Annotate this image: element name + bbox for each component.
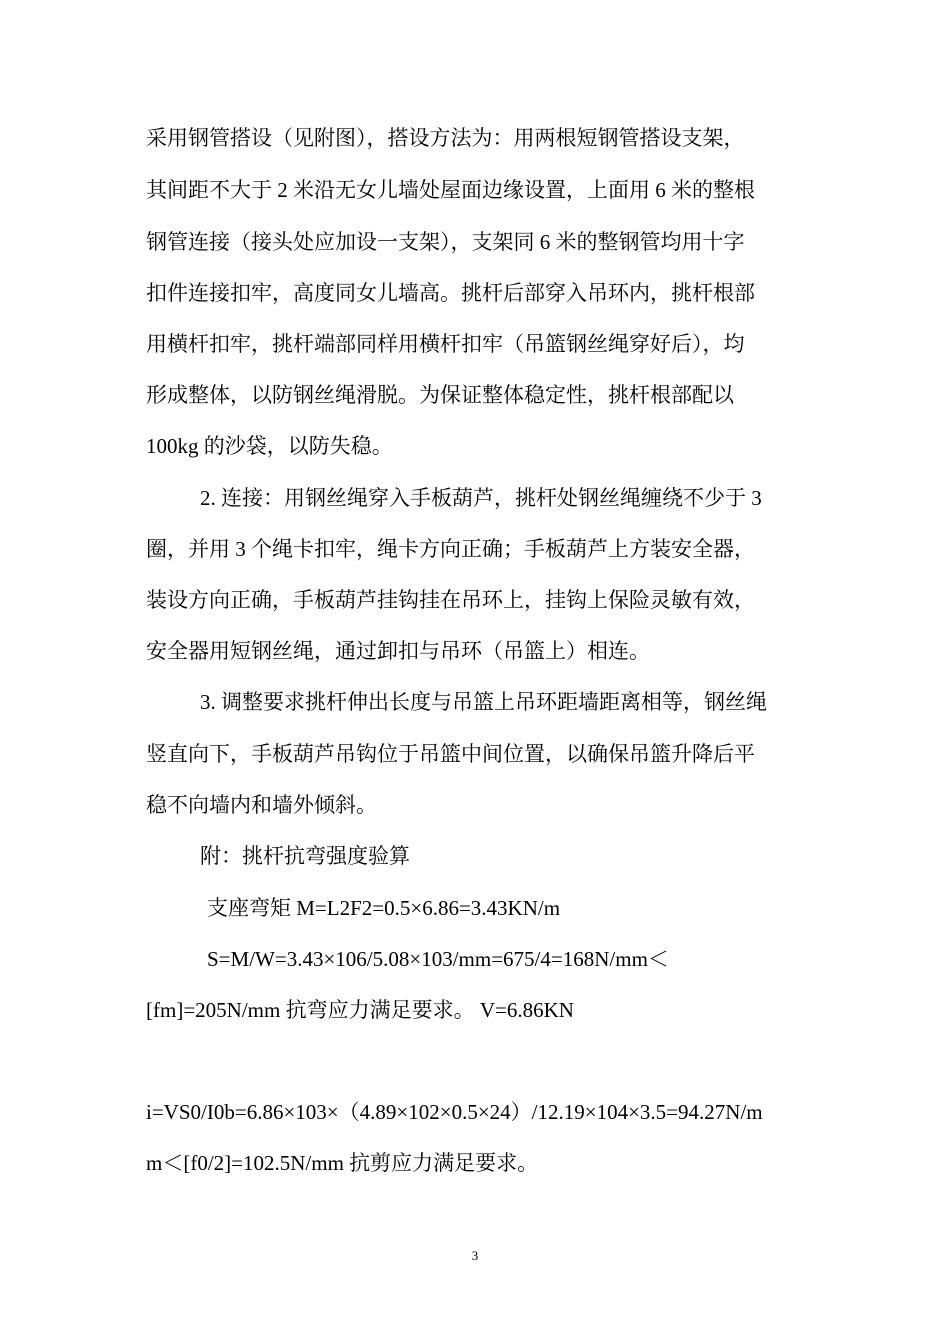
formula-line: m＜[f0/2]=102.5N/mm 抗剪应力满足要求。 xyxy=(146,1151,539,1175)
page-number: 3 xyxy=(471,1248,479,1263)
paragraph-line: 装设方向正确，手板葫芦挂钩挂在吊环上，挂钩上保险灵敏有效， xyxy=(146,588,755,612)
formula-line: i=VS0/I0b=6.86×103×（4.89×102×0.5×24）/12.19×104×3.5=94.27N/m xyxy=(146,1100,763,1124)
paragraph-line: 稳不向墙内和墙外倾斜。 xyxy=(146,793,377,817)
paragraph-line: 采用钢管搭设（见附图），搭设方法为：用两根短钢管搭设支架， xyxy=(146,126,745,150)
formula-line: S=M/W=3.43×106/5.08×103/mm=675/4=168N/mm＜ xyxy=(207,947,669,971)
formula-line: [fm]=205N/mm 抗弯应力满足要求。 V=6.86KN xyxy=(146,998,574,1022)
paragraph-line: 安全器用短钢丝绳，通过卸扣与吊环（吊篮上）相连。 xyxy=(146,639,650,663)
appendix-heading: 附：挑杆抗弯强度验算 xyxy=(200,844,410,868)
paragraph-line: 其间距不大于 2 米沿无女儿墙处屋面边缘设置，上面用 6 米的整根 xyxy=(146,178,755,202)
paragraph-line: 用横杆扣牢，挑杆端部同样用横杆扣牢（吊篮钢丝绳穿好后），均 xyxy=(146,332,745,356)
paragraph-line: 圈，并用 3 个绳卡扣牢，绳卡方向正确；手板葫芦上方装安全器， xyxy=(146,537,755,561)
paragraph-line: 2. 连接：用钢丝绳穿入手板葫芦，挑杆处钢丝绳缠绕不少于 3 xyxy=(200,486,762,510)
paragraph-line: 形成整体，以防钢丝绳滑脱。为保证整体稳定性，挑杆根部配以 xyxy=(146,383,734,407)
formula-line: 支座弯矩 M=L2F2=0.5×6.86=3.43KN/m xyxy=(207,896,561,920)
paragraph-line: 100kg 的沙袋，以防失稳。 xyxy=(146,434,393,458)
paragraph-line: 3. 调整要求挑杆伸出长度与吊篮上吊环距墙距离相等，钢丝绳 xyxy=(200,690,767,714)
paragraph-line: 钢管连接（接头处应加设一支架），支架同 6 米的整钢管均用十字 xyxy=(146,230,745,254)
paragraph-line: 竖直向下，手板葫芦吊钩位于吊篮中间位置，以确保吊篮升降后平 xyxy=(146,742,755,766)
paragraph-line: 扣件连接扣牢，高度同女儿墙高。挑杆后部穿入吊环内，挑杆根部 xyxy=(146,281,755,305)
